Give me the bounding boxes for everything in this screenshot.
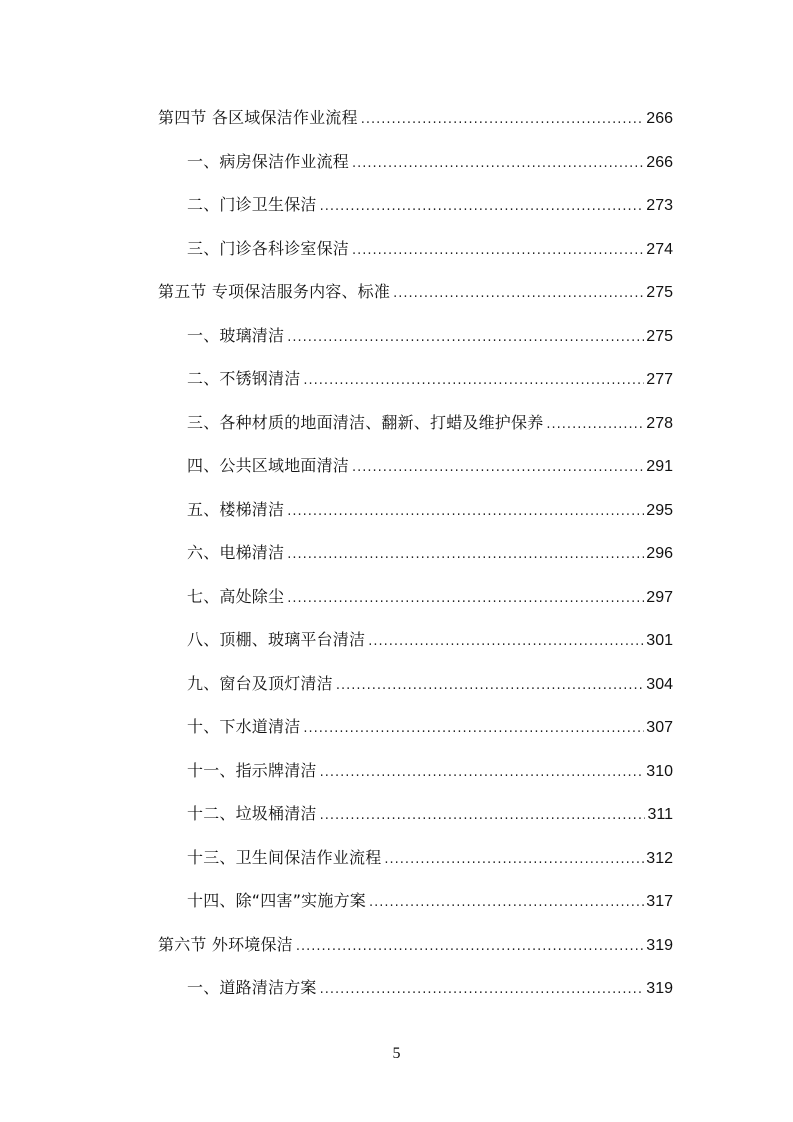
toc-entry[interactable] [187, 585, 673, 609]
toc-entry-page: 311 [647, 806, 673, 823]
page-number: 5 [392, 1045, 401, 1062]
toc-dot-leader [368, 630, 644, 654]
toc-entry-label: 十二、垃圾桶清洁 [187, 804, 317, 823]
toc-entry-section-6[interactable] [158, 933, 673, 957]
toc-dot-leader [393, 282, 644, 306]
toc-entry-page: 274 [646, 241, 673, 258]
toc-entry-page: 310 [646, 763, 673, 780]
toc-entry[interactable] [187, 541, 673, 565]
toc-entry[interactable] [187, 454, 673, 478]
toc-dot-leader [384, 848, 644, 872]
toc-entry-page: 278 [646, 415, 673, 432]
toc-entry[interactable] [187, 759, 673, 783]
toc-entry[interactable] [187, 193, 673, 217]
toc-entry-section-5[interactable] [158, 280, 673, 304]
toc-entry-label: 五、楼梯清洁 [187, 500, 285, 519]
toc-entry-label: 一、病房保洁作业流程 [187, 152, 350, 171]
toc-entry[interactable] [187, 150, 673, 174]
toc-dot-leader [287, 587, 644, 611]
toc-entry-page: 301 [646, 632, 673, 649]
toc-entry-label: 八、顶棚、玻璃平台清洁 [187, 630, 366, 649]
toc-entry-page: 319 [646, 980, 673, 997]
toc-entry-label: 一、玻璃清洁 [187, 326, 285, 345]
toc-entry-label: 四、公共区域地面清洁 [187, 456, 350, 475]
toc-entry-label: 七、高处除尘 [187, 587, 285, 606]
toc-entry-page: 277 [646, 371, 673, 388]
toc-entry[interactable] [187, 846, 673, 870]
toc-entry-page: 312 [646, 850, 673, 867]
toc-dot-leader [320, 761, 645, 785]
toc-dot-leader [352, 239, 644, 263]
toc-entry[interactable] [187, 237, 673, 261]
toc-dot-leader [287, 543, 644, 567]
toc-entry[interactable] [187, 324, 673, 348]
toc-entry-page: 295 [646, 502, 673, 519]
toc-entry-label: 二、不锈钢清洁 [187, 369, 301, 388]
toc-entry-page: 319 [646, 937, 673, 954]
toc-entry-label: 三、各种材质的地面清洁、翻新、打蜡及维护保养 [187, 413, 544, 432]
toc-dot-leader [336, 674, 644, 698]
toc-entry-page: 317 [646, 893, 673, 910]
toc-entry[interactable] [187, 367, 673, 391]
toc-entry-label: 第五节 专项保洁服务内容、标准 [158, 282, 391, 301]
toc-entry-section-4[interactable] [158, 106, 673, 130]
toc-entry-page: 304 [646, 676, 673, 693]
toc-dot-leader [296, 935, 644, 959]
toc-entry-page: 275 [646, 284, 673, 301]
toc-entry[interactable] [187, 715, 673, 739]
toc-entry-page: 266 [646, 154, 673, 171]
toc-entry-label: 三、门诊各科诊室保洁 [187, 239, 350, 258]
toc-dot-leader [303, 717, 644, 741]
toc-dot-leader [352, 152, 644, 176]
toc-entry-page: 307 [646, 719, 673, 736]
toc-entry[interactable] [187, 411, 673, 435]
toc-dot-leader [287, 500, 644, 524]
toc-entry-label: 九、窗台及顶灯清洁 [187, 674, 333, 693]
toc-dot-leader [303, 369, 644, 393]
toc-entry-page: 291 [646, 458, 673, 475]
toc-dot-leader [320, 804, 646, 828]
toc-entry-label: 第六节 外环境保洁 [158, 935, 293, 954]
toc-dot-leader [320, 978, 645, 1002]
toc-entry-page: 297 [646, 589, 673, 606]
toc-entry-page: 275 [646, 328, 673, 345]
toc-dot-leader [352, 456, 644, 480]
toc-entry[interactable] [187, 889, 673, 913]
toc-dot-leader [546, 413, 644, 437]
toc-entry[interactable] [187, 628, 673, 652]
toc-entry[interactable] [187, 976, 673, 1000]
toc-entry-label: 十、下水道清洁 [187, 717, 301, 736]
toc-entry-label: 第四节 各区域保洁作业流程 [158, 108, 358, 127]
toc-entry[interactable] [187, 498, 673, 522]
toc-entry-page: 296 [646, 545, 673, 562]
toc-entry-page: 273 [646, 197, 673, 214]
toc-dot-leader [361, 108, 645, 132]
toc-entry-page: 266 [646, 110, 673, 127]
toc-entry-label: 六、电梯清洁 [187, 543, 285, 562]
toc-entry-label: 十一、指示牌清洁 [187, 761, 317, 780]
toc-entry-label: 十三、卫生间保洁作业流程 [187, 848, 382, 867]
toc-dot-leader [320, 195, 645, 219]
toc-dot-leader [369, 891, 644, 915]
toc-entry-label: 十四、除“四害”实施方案 [187, 891, 366, 910]
toc-entry[interactable] [187, 802, 673, 826]
toc-dot-leader [287, 326, 644, 350]
toc-entry[interactable] [187, 672, 673, 696]
toc-entry-label: 一、道路清洁方案 [187, 978, 317, 997]
toc-entry-label: 二、门诊卫生保洁 [187, 195, 317, 214]
